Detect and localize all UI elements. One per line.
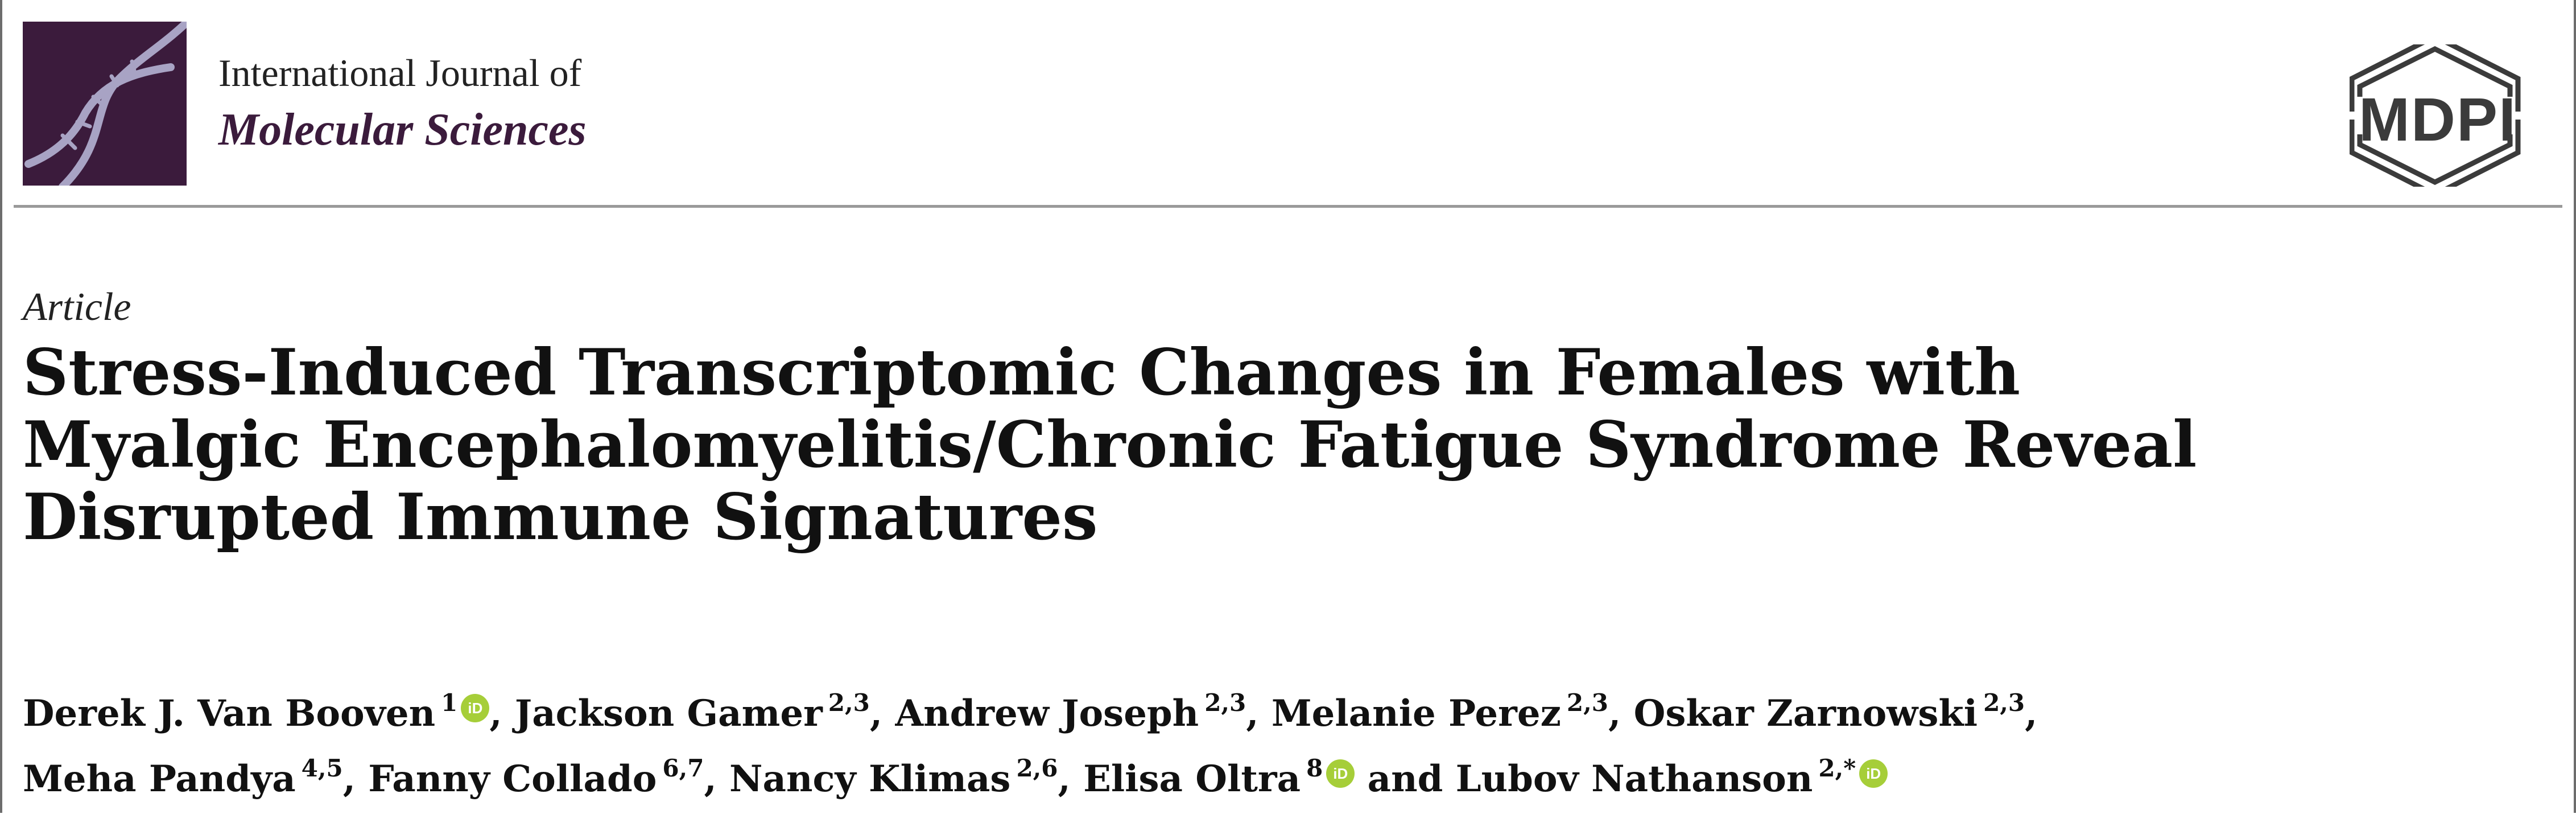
- affiliation-marker: 2,3: [828, 689, 870, 717]
- author-separator: ,: [869, 692, 895, 735]
- journal-name-line1: International Journal of: [218, 51, 582, 94]
- author-name: Melanie Perez: [1271, 692, 1561, 735]
- author-separator: ,: [1608, 692, 1634, 735]
- affiliation-marker: 6,7: [662, 754, 704, 782]
- journal-name: [218, 50, 587, 157]
- orcid-icon[interactable]: iD: [461, 694, 489, 722]
- author-name: Andrew Joseph: [895, 692, 1199, 735]
- author-name: Fanny Collado: [368, 758, 657, 800]
- affiliation-marker: 2,3: [1983, 689, 2025, 717]
- affiliation-marker: 2,6: [1016, 754, 1058, 782]
- affiliation-marker: 2,*: [1818, 754, 1856, 782]
- orcid-icon[interactable]: iD: [1326, 759, 1355, 788]
- author-separator: ,: [342, 758, 369, 800]
- title-line: Stress-Induced Transcriptomic Changes in Females with: [23, 336, 2021, 410]
- affiliation-marker: 2,3: [1204, 689, 1246, 717]
- author-line-2: [23, 749, 2549, 814]
- author-list: [23, 683, 2549, 814]
- affiliation-marker: 4,5: [301, 754, 343, 782]
- author-separator: and: [1355, 758, 1456, 800]
- affiliation-marker: 2,3: [1566, 689, 1608, 717]
- orcid-icon[interactable]: iD: [1859, 759, 1888, 788]
- affiliation-marker: 1: [441, 689, 458, 717]
- page-edge-left: [0, 0, 2, 813]
- author-name: Oskar Zarnowski: [1633, 692, 1978, 735]
- author-separator: ,: [1058, 758, 1084, 800]
- author-separator: ,: [704, 758, 730, 800]
- publisher-name: MDPI: [2359, 85, 2517, 154]
- author-line-1: [23, 683, 2549, 749]
- author-separator: ,: [489, 692, 515, 735]
- title-line: Disrupted Immune Signatures: [23, 480, 1098, 554]
- author-separator: ,: [2025, 692, 2038, 735]
- header-divider: [14, 205, 2562, 208]
- article-type: Article: [23, 285, 131, 329]
- author-name: Elisa Oltra: [1083, 758, 1301, 800]
- article-title: [23, 337, 2526, 554]
- author-name: Nancy Klimas: [729, 758, 1011, 800]
- journal-name-line2: Molecular Sciences: [218, 105, 587, 155]
- title-line: Myalgic Encephalomyelitis/Chronic Fatigue Syndrome Reveal: [23, 408, 2197, 482]
- journal-logo-dna-icon: [23, 22, 187, 186]
- author-name: Derek J. Van Booven: [23, 692, 436, 735]
- author-separator: ,: [1246, 692, 1272, 735]
- author-name: Meha Pandya: [23, 758, 296, 800]
- author-name: Jackson Gamer: [514, 692, 823, 735]
- author-name: Lubov Nathanson: [1455, 758, 1813, 800]
- affiliation-marker: 8: [1306, 754, 1323, 782]
